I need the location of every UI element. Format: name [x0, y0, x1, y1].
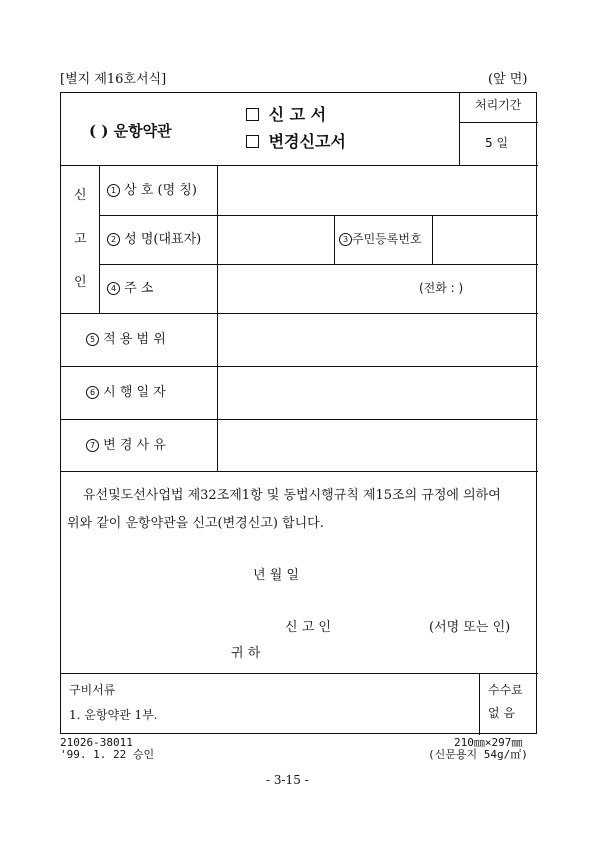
attachment-item: 1. 운항약관 1부.: [69, 708, 158, 722]
trade-name-text: 상 호 (명 칭): [124, 183, 197, 198]
address-field[interactable]: [219, 266, 415, 311]
item-number-1: 1: [107, 184, 120, 197]
divider: [61, 366, 538, 367]
divider: [459, 122, 538, 123]
divider: [217, 165, 218, 313]
divider: [432, 215, 433, 264]
reporter-label: 신 고 인: [285, 620, 331, 635]
item-number-6: 6: [86, 386, 99, 399]
scope-label: [86, 333, 166, 346]
change-reason-field[interactable]: [219, 421, 536, 469]
resident-no-text: 주민등록번호: [352, 232, 422, 246]
effective-date-field[interactable]: [219, 368, 536, 417]
option-report[interactable]: [246, 107, 326, 123]
divider: [99, 264, 538, 265]
page-side-label: (앞 면): [488, 72, 528, 87]
divider: [334, 215, 335, 264]
divider: [479, 673, 480, 735]
scope-field[interactable]: [219, 315, 536, 364]
change-checkbox[interactable]: [246, 135, 259, 148]
address-label: [107, 282, 153, 295]
fee-value: 없 음: [488, 706, 515, 720]
processing-period-label: 처리기간: [475, 98, 522, 112]
option-report-label: 신 고 서: [268, 105, 327, 124]
date-line: 년 월 일: [253, 568, 299, 583]
item-number-7: 7: [86, 439, 99, 452]
item-number-5: 5: [86, 333, 99, 346]
approval-date: '99. 1. 22 승인: [60, 748, 155, 761]
trade-name-field[interactable]: [219, 167, 536, 213]
change-reason-text: 변 경 사 유: [103, 438, 166, 453]
page-number: - 3-15 -: [266, 773, 309, 787]
divider: [61, 471, 538, 472]
divider: [61, 673, 538, 674]
option-change[interactable]: [246, 134, 346, 150]
resident-no-field[interactable]: [434, 217, 536, 262]
divider: [61, 165, 538, 166]
scope-text: 적 용 범 위: [103, 332, 166, 347]
report-form: [60, 92, 537, 734]
item-number-4: 4: [107, 282, 120, 295]
applicant-side-char-1: 신: [74, 188, 87, 203]
processing-period-value: 5 일: [485, 136, 509, 150]
divider: [459, 93, 460, 165]
declaration-line-1: 유선및도선사업법 제32조제1항 및 동법시행규칙 제15조의 규정에 의하여: [83, 488, 501, 503]
signature-label: (서명 또는 인): [429, 620, 511, 635]
attachments-label: 구비서류: [69, 683, 116, 697]
divider: [99, 215, 538, 216]
divider: [61, 313, 538, 314]
item-number-3: 3: [339, 233, 352, 246]
declaration-line-2: 위와 같이 운항약관을 신고(변경신고) 합니다.: [67, 516, 324, 531]
divider: [217, 313, 218, 471]
name-label: [107, 233, 201, 246]
paper-size: 210㎜×297㎜: [454, 736, 523, 749]
address-text: 주 소: [124, 281, 154, 296]
phone-label: (전화 : ): [419, 281, 464, 295]
form-code: 21026-38011: [60, 736, 133, 749]
form-title-prefix: ( ) 운항약관: [89, 122, 172, 140]
effective-date-text: 시 행 일 자: [103, 385, 166, 400]
addressee: 귀 하: [231, 646, 261, 661]
name-text: 성 명(대표자): [124, 232, 202, 247]
effective-date-label: [86, 386, 166, 399]
fee-label: 수수료: [488, 683, 523, 697]
divider: [99, 165, 100, 313]
applicant-side-char-3: 인: [74, 275, 87, 290]
item-number-2: 2: [107, 233, 120, 246]
option-change-label: 변경신고서: [268, 132, 346, 151]
change-reason-label: [86, 439, 166, 452]
trade-name-label: [107, 184, 197, 197]
form-number: [별지 제16호서식]: [60, 72, 167, 87]
name-field[interactable]: [219, 217, 332, 262]
resident-no-label: [339, 233, 422, 246]
report-checkbox[interactable]: [246, 108, 259, 121]
paper-type: (신문용지 54g/㎡): [428, 748, 528, 761]
applicant-side-char-2: 고: [74, 232, 87, 247]
divider: [61, 419, 538, 420]
